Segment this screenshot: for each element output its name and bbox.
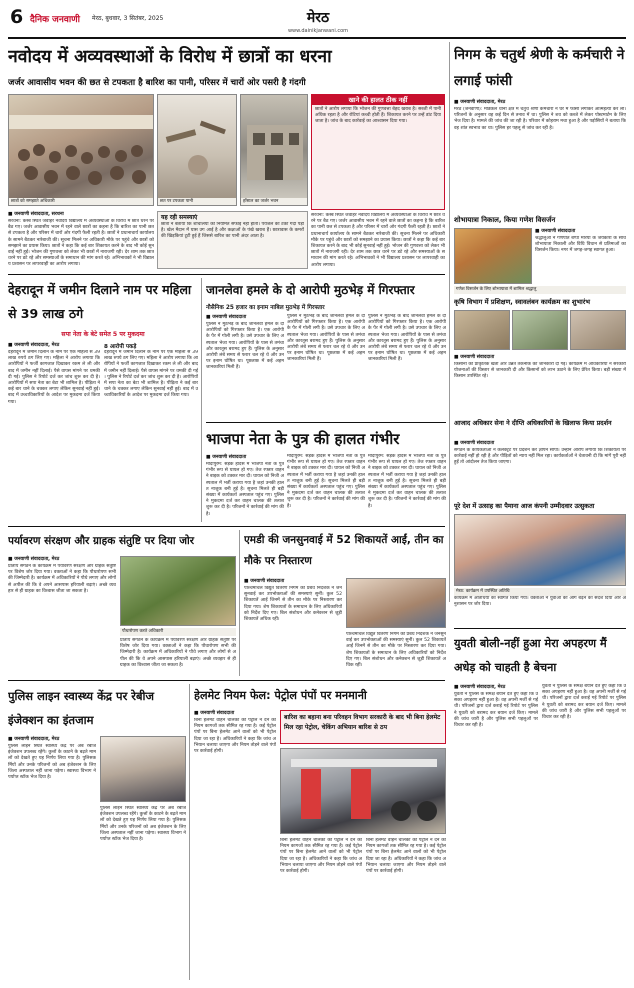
- jaanleva-body-col1: पुलिस ने मुठभेड़ के बाद जानलेवा हमले के दो आरोपियों को गिरफ्तार किया है। एक आरोपी के पैर में गोली लगी है। उसे उपचार के लिए अस्पताल भेजा गया। आरोपियों के पास से तमंचा और कारतूस बरामद हुए हैं। पुलिस के अनुसार आरोपी लंबे समय से फरार चल रहे थे और उन पर इनाम घोषित था। पूछताछ में कई अहम जानकारियां मिली हैं।: [206, 322, 284, 371]
- krishi-byline: ■ जनवाणी संवाददाता: [454, 355, 495, 360]
- helmet-headline: हेलमेट नियम फेल: पेट्रोल पंपों पर मनमानी: [194, 689, 367, 702]
- bhajpa-body-col3: मोदीपुरम: सड़क हादसे में भाजपा नेता के पुत्र गंभीर रूप से घायल हो गए। तेज रफ्तार वाहन ने बाइक को टक्कर मार दी। घायल को निजी अस्पताल में भर्ती कराया गया है जहां उनकी हालत नाजुक बनी हुई है। सूचना मिलते ही बड़ी संख्या में कार्यकर्ता अस्पताल पहुंच गए। पुलिस ने मुकदमा दर्ज कर वाहन चालक की तलाश शुरू कर दी है। परिजनों ने कार्रवाई की मांग की है।: [368, 454, 446, 509]
- lead-side-box-heading: खाने की हालत ठीक नहीं: [312, 95, 444, 105]
- paryavaran-byline: ■ जनवाणी संवाददाता, मेरठ: [8, 557, 60, 562]
- bhajpa-headline: भाजपा नेता के पुत्र की हालत गंभीर: [206, 430, 400, 448]
- reading-headline: पूरे देश में उत्साह का पैमाना आज कंपनी उम्मीदवार उत्सुकता: [454, 502, 595, 510]
- police-byline: ■ जनवाणी संवाददाता, मेरठ: [8, 737, 60, 742]
- emdi-body-col2: पश्चिमांचल विद्युत वितरण निगम की प्रबंध निदेशक ने जनसुनवाई कर उपभोक्ताओं की समस्याएं सुनीं। कुल 52 शिकायतें आईं जिनमें से तीन का मौके पर निस्तारण कर दिया गया। शेष शिकायतों के समाधान के लिए अधिकारियों को निर्देश दिए गए। बिल संशोधन और कनेक्शन से जुड़ी शिकायतें अधिक रहीं।: [346, 632, 446, 669]
- yuvati-byline: ■ जनवाणी संवाददाता, मेरठ: [454, 685, 506, 690]
- dehradun-body-col2: देहरादून में जमीन दिलाने के नाम पर एक महिला से 39 लाख रुपये ठग लिए गए। महिला ने आरोप लगाया कि आरोपियों ने फर्जी कागजात दिखाकर रकम ले ली और बाद में जमीन नहीं दिलाई। पैसे वापस मांगने पर धमकी दी गई। पुलिस ने रिपोर्ट दर्ज कर जांच शुरू कर दी है। आरोपियों में सपा नेता का बेटा भी शामिल है। पीड़िता ने कई बार थाने के चक्कर लगाए लेकिन सुनवाई नहीं हुई। बाद में उच्चाधिकारियों के आदेश पर मुकदमा दर्ज किया गया।: [104, 350, 198, 399]
- shobhayatra-body: श्रद्धालुओं ने गणपति बप्पा मोरया के जयकारों के साथ शोभायात्रा निकाली और विधि विधान से प्रतिमाओं का विसर्जन किया। नगर में जगह-जगह स्वागत हुआ।: [535, 236, 626, 254]
- krishi-body: किसानों को प्राकृतिक खेती और उन्नत तकनीक की जानकारी दी गई। कार्यक्रम में अधिकारियों ने सरकारी योजनाओं की विस्तार से जानकारी दी और किसानों को लाभ उठाने के लिए प्रेरित किया। बड़ी संख्या में किसान उपस्थित रहे।: [454, 362, 626, 380]
- dehradun-body: देहरादून में जमीन दिलाने के नाम पर एक महिला से 39 लाख रुपये ठग लिए गए। महिला ने आरोप लगाया कि आरोपियों ने फर्जी कागजात दिखाकर रकम ले ली और बाद में जमीन नहीं दिलाई। पैसे वापस मांगने पर धमकी दी गई। पुलिस ने रिपोर्ट दर्ज कर जांच शुरू कर दी है। आरोपियों में सपा नेता का बेटा भी शामिल है। पीड़िता ने कई बार थाने के चक्कर लगाए लेकिन सुनवाई नहीं हुई। बाद में उच्चाधिकारियों के आदेश पर मुकदमा दर्ज किया गया।: [8, 350, 100, 405]
- lead-inset-box: [157, 211, 308, 269]
- dehradun-headline: देहरादून में जमीन दिलाने नाम पर महिला से 39 लाख ठगे: [8, 282, 192, 321]
- right-top-body: मेरठ (जनवाणी): मेडिकल थाना क्षेत्र में चतुर्थ श्रेणी कर्मचारी ने घर में फांसी लगाकर आत्महत्या कर ली। परिजनों के अनुसार वह कई दिन से तनाव में था। पुलिस ने शव को कब्जे में लेकर पोस्टमार्टम के लिए भेज दिया है। मामले की जांच की जा रही है। परिवार में कोहराम मचा हुआ है और पड़ोसियों ने बताया कि वह शांत स्वभाव का था। पुलिस हर पहलू से जांच कर रही है।: [454, 107, 626, 131]
- jaanleva-body-col2: पुलिस ने मुठभेड़ के बाद जानलेवा हमले के दो आरोपियों को गिरफ्तार किया है। एक आरोपी के पैर में गोली लगी है। उसे उपचार के लिए अस्पताल भेजा गया। आरोपियों के पास से तमंचा और कारतूस बरामद हुए हैं। पुलिस के अनुसार आरोपी लंबे समय से फरार चल रहे थे और उन पर इनाम घोषित था। पूछताछ में कई अहम जानकारियां मिली हैं।: [287, 314, 365, 363]
- bhajpa-byline: ■ जनवाणी संवाददाता: [206, 455, 247, 460]
- brand-name: दैनिक जनवाणी: [30, 15, 80, 25]
- dateline: मेरठ, बुधवार, 3 सितंबर, 2025: [92, 15, 164, 22]
- lead-body: सरधना: कस्बे स्थित जवाहर नवोदय विद्यालय में अव्यवस्थाओं के विरोध में छात्र धरने पर बैठ गए। जर्जर आवासीय भवन में रहने वाले छात्रों का कहना है कि बारिश का पानी छत से टपकता है और परिसर में चारों ओर गंदगी फैली रहती है। छात्रों ने प्रधानाचार्य कार्यालय के सामने बैठकर नारेबाजी की। सूचना मिलने पर अधिकारी मौके पर पहुंचे और छात्रों को समझाने का प्रयास किया। छात्रों ने कहा कि कई बार शिकायत करने के बाद भी कोई सुनवाई नहीं हुई। भोजन की गुणवत्ता को लेकर भी छात्रों में नाराजगी रही। देर शाम तक छात्र धरने पर डटे रहे और समस्याओं के समाधान की मांग करते रहे। अभिभावकों ने भी विद्यालय प्रशासन पर लापरवाही का आरोप लगाया।: [8, 219, 154, 268]
- yuvati-body: युवती ने पुलिस के समक्ष बयान देते हुए कहा कि उसका अपहरण नहीं हुआ है। वह अपनी मर्जी से गई थी। परिजनों द्वारा दर्ज कराई गई रिपोर्ट पर पुलिस ने युवती को बरामद कर बयान दर्ज किए। मामले की जांच जारी है और पुलिस सभी पहलुओं पर विचार कर रही है।: [454, 692, 538, 729]
- reading-photo: [454, 514, 626, 586]
- lead-inset-heading: यह रही समस्याएं: [161, 214, 198, 221]
- yuvati-body-col2: युवती ने पुलिस के समक्ष बयान देते हुए कहा कि उसका अपहरण नहीं हुआ है। वह अपनी मर्जी से गई थी। परिजनों द्वारा दर्ज कराई गई रिपोर्ट पर पुलिस ने युवती को बरामद कर बयान दर्ज किए। मामले की जांच जारी है और पुलिस सभी पहलुओं पर विचार कर रही है।: [542, 684, 626, 721]
- masthead: [8, 6, 628, 36]
- helmet-body: बिना हेलमेट वाहन चालकों को पेट्रोल न देने का नियम कागजों तक सीमित रह गया है। कई पेट्रोल पंपों पर बिना हेलमेट आने वालों को भी पेट्रोल दिया जा रहा है। अधिकारियों ने कहा कि जांच अभियान चलाया जाएगा और नियम तोड़ने वाले पंपों पर कार्रवाई होगी।: [194, 718, 276, 755]
- helmet-body-col3: बिना हेलमेट वाहन चालकों को पेट्रोल न देने का नियम कागजों तक सीमित रह गया है। कई पेट्रोल पंपों पर बिना हेलमेट आने वालों को भी पेट्रोल दिया जा रहा है। अधिकारियों ने कहा कि जांच अभियान चलाया जाएगा और नियम तोड़ने वाले पंपों पर कार्रवाई होगी।: [366, 838, 446, 875]
- police-photo: [100, 736, 186, 802]
- shobhayatra-headline: शोभायात्रा निकाल, किया गणेश विसर्जन: [454, 216, 556, 224]
- lead-photo-caption-2: छत पर टपकता पानी: [158, 198, 236, 206]
- paryavaran-photo: [120, 556, 236, 626]
- helmet-body-col2: बिना हेलमेट वाहन चालकों को पेट्रोल न देने का नियम कागजों तक सीमित रह गया है। कई पेट्रोल पंपों पर बिना हेलमेट आने वालों को भी पेट्रोल दिया जा रहा है। अधिकारियों ने कहा कि जांच अभियान चलाया जाएगा और नियम तोड़ने वाले पंपों पर कार्रवाई होगी।: [280, 838, 362, 875]
- right-bottom-rule: [454, 628, 626, 629]
- krishi-photo-strip: [454, 310, 626, 350]
- jaanleva-body-col3: पुलिस ने मुठभेड़ के बाद जानलेवा हमले के दो आरोपियों को गिरफ्तार किया है। एक आरोपी के पैर में गोली लगी है। उसे उपचार के लिए अस्पताल भेजा गया। आरोपियों के पास से तमंचा और कारतूस बरामद हुए हैं। पुलिस के अनुसार आरोपी लंबे समय से फरार चल रहे थे और उन पर इनाम घोषित था। पूछताछ में कई अहम जानकारियां मिली हैं।: [368, 314, 446, 363]
- lead-side-box: [311, 94, 445, 210]
- shobhayatra-caption: गणेश विसर्जन के लिए शोभायात्रा में शामिल श्रद्धालु: [454, 286, 626, 294]
- helmet-photo: [280, 748, 446, 834]
- lead-side-box-body: छात्रों ने आरोप लगाया कि भोजन की गुणवत्ता बेहद खराब है। सब्जी में पानी अधिक रहता है और रोटियां कच्ची होती हैं। शिकायत करने पर उन्हें डांट दिया जाता है। जांच के बाद कार्रवाई का आश्वासन दिया गया।: [315, 107, 441, 125]
- right-top-byline: ■ जनवाणी संवाददाता, मेरठ: [454, 100, 506, 105]
- krishi-photo-2: [512, 310, 568, 350]
- krishi-headline: कृषि विभाग में प्रशिक्षण, स्वावलंबन कार्यक्रम का शुभारंभ: [454, 298, 591, 306]
- row4-rule: [8, 680, 445, 681]
- lead-subhead: जर्जर आवासीय भवन की छत से टपकता है बारिश का पानी, परिसर में चारों ओर पसरी है गंदगी: [8, 78, 306, 88]
- divider-paryavaran-emdi: [239, 530, 240, 676]
- police-body-col2: पुलिस लाइन स्थित स्वास्थ्य केंद्र पर अब रेबीज इंजेक्शन उपलब्ध रहेंगे। कुत्तों के काटने के बढ़ते मामलों को देखते हुए यह निर्णय लिया गया है। पुलिसकर्मियों और उनके परिजनों को अब इंजेक्शन के लिए जिला अस्पताल नहीं जाना पड़ेगा। स्वास्थ्य विभाग ने पर्याप्त स्टॉक भेज दिया है।: [100, 806, 186, 843]
- lead-photo-caption-3: हॉस्टल का जर्जर भवन: [241, 198, 307, 206]
- shobhayatra-photo: [454, 228, 532, 284]
- dehradun-kicker: 8 आरोपी पकड़े: [104, 344, 137, 350]
- website[interactable]: www.dainikjanwani.com: [287, 28, 349, 34]
- emdi-body: पश्चिमांचल विद्युत वितरण निगम की प्रबंध निदेशक ने जनसुनवाई कर उपभोक्ताओं की समस्याएं सुनीं। कुल 52 शिकायतें आईं जिनमें से तीन का मौके पर निस्तारण कर दिया गया। शेष शिकायतों के समाधान के लिए अधिकारियों को निर्देश दिए गए। बिल संशोधन और कनेक्शन से जुड़ी शिकायतें अधिक रहीं।: [244, 586, 342, 623]
- police-body: पुलिस लाइन स्थित स्वास्थ्य केंद्र पर अब रेबीज इंजेक्शन उपलब्ध रहेंगे। कुत्तों के काटने के बढ़ते मामलों को देखते हुए यह निर्णय लिया गया है। पुलिसकर्मियों और उनके परिजनों को अब इंजेक्शन के लिए जिला अस्पताल नहीं जाना पड़ेगा। स्वास्थ्य विभाग ने पर्याप्त स्टॉक भेज दिया है।: [8, 744, 96, 781]
- azad-headline: आजाद अधिकार सेना ने दीप्ति अधिकारियों के खिलाफ किया प्रदर्शन: [454, 419, 612, 427]
- lead-headline: नवोदय में अव्यवस्थाओं के विरोध में छात्रों का धरना: [8, 47, 332, 67]
- divider-dehradun-jaanleva: [201, 278, 202, 522]
- emdi-photo: [346, 578, 446, 628]
- jaanleva-subhead: नौसैनिक 25 हजार का इनाम नाबिल मुठभेड़ में गिरफ्तार: [206, 305, 325, 311]
- lead-photo-leak: [157, 94, 237, 206]
- bhajpa-body-col2: मोदीपुरम: सड़क हादसे में भाजपा नेता के पुत्र गंभीर रूप से घायल हो गए। तेज रफ्तार वाहन ने बाइक को टक्कर मार दी। घायल को निजी अस्पताल में भर्ती कराया गया है जहां उनकी हालत नाजुक बनी हुई है। सूचना मिलते ही बड़ी संख्या में कार्यकर्ता अस्पताल पहुंच गए। पुलिस ने मुकदमा दर्ज कर वाहन चालक की तलाश शुरू कर दी है। परिजनों ने कार्रवाई की मांग की है।: [287, 454, 365, 509]
- emdi-headline: एमडी की जनसुनवाई में 52 शिकायतें आईं, तीन का मौके पर निस्तारण: [244, 534, 444, 567]
- petrol-pump-illustration: [281, 749, 446, 834]
- reading-caption: मेरठ: कार्यक्रम में उपस्थित अतिथि: [454, 588, 626, 596]
- lead-byline: ■ जनवाणी संवाददाता, सरधना: [8, 212, 64, 217]
- page-number: 6: [10, 6, 24, 28]
- krishi-photo-1: [454, 310, 510, 350]
- vertical-divider: [449, 42, 450, 602]
- azad-byline: ■ जनवाणी संवाददाता: [454, 441, 495, 446]
- emdi-byline: ■ जनवाणी संवाददाता: [244, 579, 285, 584]
- yuvati-headline: युवती बोली-नहीं हुआ मेरा अपहरण मैं अधेड़ को चाहती है बेचना: [454, 637, 607, 674]
- reading-body: कार्यक्रम में अतिथियों का स्वागत किया गया। वक्ताओं ने युवाओं को आगे बढ़ने का संदेश दिया और अनुशासन पर जोर दिया।: [454, 596, 626, 608]
- right-top-headline: निगम के चतुर्थ श्रेणी के कर्मचारी ने लगाई फांसी: [454, 47, 625, 89]
- krishi-photo-3: [570, 310, 626, 350]
- divider-police-helmet: [189, 684, 190, 980]
- jaanleva-byline: ■ जनवाणी संवाददाता: [206, 315, 247, 320]
- shobhayatra-byline: ■ जनवाणी संवाददाता: [535, 229, 576, 234]
- masthead-rule: [8, 37, 626, 39]
- paryavaran-headline: पर्यावरण संरक्षण और ग्राहक संतुष्टि पर दिया जोर: [8, 535, 195, 547]
- paryavaran-body: प्रांतीय संगठन के कार्यक्रम में पर्यावरण संरक्षण और ग्राहक संतुष्टि पर विशेष जोर दिया गया। वक्ताओं ने कहा कि पौधारोपण सभी की जिम्मेदारी है। कार्यक्रम में अधिकारियों ने पौधे लगाए और लोगों से अपील की कि वे अपने आसपास हरियाली बढ़ाएं। अच्छे व्यवहार से ही ग्राहक का विश्वास जीता जा सकता है।: [8, 564, 116, 594]
- lead-body-continued: सरधना: कस्बे स्थित जवाहर नवोदय विद्यालय में अव्यवस्थाओं के विरोध में छात्र धरने पर बैठ गए। जर्जर आवासीय भवन में रहने वाले छात्रों का कहना है कि बारिश का पानी छत से टपकता है और परिसर में चारों ओर गंदगी फैली रहती है। छात्रों ने प्रधानाचार्य कार्यालय के सामने बैठकर नारेबाजी की। सूचना मिलने पर अधिकारी मौके पर पहुंचे और छात्रों को समझाने का प्रयास किया। छात्रों ने कहा कि कई बार शिकायत करने के बाद भी कोई सुनवाई नहीं हुई। भोजन की गुणवत्ता को लेकर भी छात्रों में नाराजगी रही। देर शाम तक छात्र धरने पर डटे रहे और समस्याओं के समाधान की मांग करते रहे। अभिभावकों ने भी विद्यालय प्रशासन पर लापरवाही का आरोप लगाया।: [311, 213, 445, 268]
- helmet-box-text: बारिश का बहाना बना परिवहन विभाग सरकारी के बाद भी बिना हेलमेट मिल रहा पेट्रोल, चेकिंग अभियान बारिश से ठप: [284, 714, 441, 731]
- crowd-illustration: [9, 95, 154, 195]
- helmet-box: [280, 710, 446, 744]
- bhajpa-rule: [206, 422, 446, 423]
- ceiling-leak-illustration: [158, 95, 237, 195]
- helmet-byline: ■ जनवाणी संवाददाता: [194, 711, 235, 716]
- row3-rule: [8, 526, 445, 527]
- azad-body: संगठन के कार्यकर्ताओं ने कलक्ट्रेट पर प्रदर्शन कर ज्ञापन सौंपा। उन्होंने आरोप लगाया कि शिकायतों पर कार्रवाई नहीं हो रही है और पीड़ितों को न्याय नहीं मिल रहा। कार्यकर्ताओं ने चेतावनी दी कि मांगें पूरी नहीं हुईं तो आंदोलन तेज किया जाएगा।: [454, 448, 626, 466]
- row2-rule: [8, 274, 445, 275]
- section-title: मेरठ: [306, 10, 330, 26]
- lead-photo-protest: [8, 94, 154, 206]
- jaanleva-headline: जानलेवा हमले के दो आरोपी मुठभेड़ में गिरफ्तार: [206, 283, 415, 297]
- paryavaran-body-col2: प्रांतीय संगठन के कार्यक्रम में पर्यावरण संरक्षण और ग्राहक संतुष्टि पर विशेष जोर दिया गया। वक्ताओं ने कहा कि पौधारोपण सभी की जिम्मेदारी है। कार्यक्रम में अधिकारियों ने पौधे लगाए और लोगों से अपील की कि वे अपने आसपास हरियाली बढ़ाएं। अच्छे व्यवहार से ही ग्राहक का विश्वास जीता जा सकता है।: [120, 638, 236, 668]
- dehradun-subhead: सपा नेता के बेटे समेत 5 पर मुकदमा: [61, 331, 145, 338]
- lead-inset-body: छात्रों ने बताया कि शौचालयों की नियमित सफाई नहीं होती। पेयजल की टंकी गंदी पड़ी है। खेल मैदान में घास उग आई है और कक्षाओं के पंखे खराब हैं। छात्रावास के कमरों की खिड़कियां टूटी हुई हैं जिससे बारिश का पानी अंदर आता है।: [161, 222, 304, 240]
- paryavaran-caption: पौधारोपण करते अधिकारी: [120, 628, 236, 636]
- lead-photo-caption-1: छात्रों को समझाते अधिकारी: [9, 198, 153, 206]
- dehradun-byline: ■ जनवाणी संवाददाता, मेरठ: [8, 343, 60, 348]
- police-headline: पुलिस लाइन स्वास्थ्य केंद्र पर रेबीज इंजेक्शन का इंतजाम: [8, 689, 155, 727]
- bhajpa-body-col1: मोदीपुरम: सड़क हादसे में भाजपा नेता के पुत्र गंभीर रूप से घायल हो गए। तेज रफ्तार वाहन ने बाइक को टक्कर मार दी। घायल को निजी अस्पताल में भर्ती कराया गया है जहां उनकी हालत नाजुक बनी हुई है। सूचना मिलते ही बड़ी संख्या में कार्यकर्ता अस्पताल पहुंच गए। पुलिस ने मुकदमा दर्ज कर वाहन चालक की तलाश शुरू कर दी है। परिजनों ने कार्रवाई की मांग की है।: [206, 462, 284, 517]
- hostel-building-illustration: [241, 95, 308, 195]
- lead-photo-hostel: [240, 94, 308, 206]
